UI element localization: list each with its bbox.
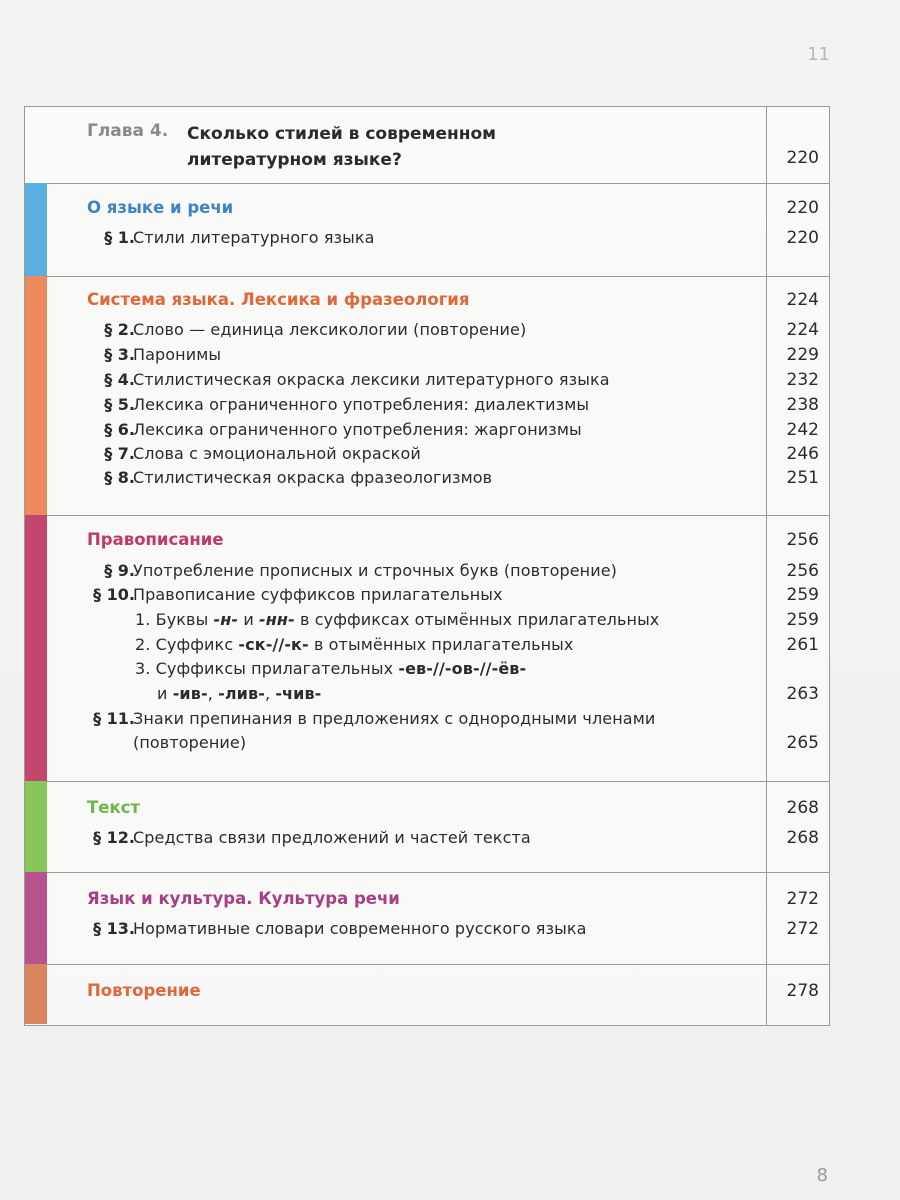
entry-page: 229 <box>786 345 819 365</box>
entry-page: 220 <box>786 228 819 248</box>
toc-entry <box>25 825 831 851</box>
entry-page: 238 <box>786 395 819 415</box>
entry-page: 265 <box>786 733 819 753</box>
section-heading-text: Текст <box>87 798 140 817</box>
entry-title: Средства связи предложений и частей текста <box>133 828 531 847</box>
entry-title: Правописание суффиксов прилагательных <box>133 585 503 604</box>
section-heading-page: 256 <box>786 530 819 550</box>
toc-entry <box>25 582 831 608</box>
section-heading-language-speech: О языке и речи <box>87 198 234 217</box>
entry-title: Паронимы <box>133 345 222 364</box>
section-heading-row <box>25 978 831 1004</box>
entry-title: Слово — единица лексикологии (повторение) <box>133 320 527 339</box>
entry-title-continued: (повторение) <box>133 733 247 752</box>
section-heading-page: 272 <box>786 889 819 909</box>
subentry-title: 1. Буквы -н- и -нн- в суффиксах отымённых прилагательных <box>135 610 660 629</box>
section-divider <box>25 276 829 277</box>
entry-page: 246 <box>786 444 819 464</box>
entry-number: § 11. <box>93 709 135 728</box>
entry-number: § 7. <box>104 444 135 463</box>
toc-entry <box>25 730 831 756</box>
toc-entry <box>25 392 831 418</box>
page-number: 8 <box>816 1165 828 1186</box>
top-page-number: 11 <box>807 44 830 65</box>
entry-title: Нормативные словари современного русского языка <box>133 919 587 938</box>
entry-number: § 9. <box>104 561 135 580</box>
section-heading-lexicon: Система языка. Лексика и фразеология <box>87 290 470 309</box>
entry-page: 263 <box>786 684 819 704</box>
section-heading-review: Повторение <box>87 981 201 1000</box>
toc-entry <box>25 465 831 491</box>
table-of-contents <box>24 106 830 1026</box>
entry-title: Лексика ограниченного употребления: жаргонизмы <box>133 420 582 439</box>
entry-number: § 12. <box>93 828 135 847</box>
section-heading-page: 278 <box>786 981 819 1001</box>
section-heading-row <box>25 795 831 821</box>
chapter-title-line2: литературном языке? <box>187 150 402 170</box>
section-divider <box>25 964 829 965</box>
entry-page: 268 <box>786 828 819 848</box>
subentry-title: и -ив-, -лив-, -чив- <box>157 684 322 703</box>
toc-entry <box>25 317 831 343</box>
entry-title: Стилистическая окраска лексики литературного языка <box>133 370 610 389</box>
chapter-label: Глава 4. <box>87 121 169 141</box>
section-divider <box>25 781 829 782</box>
subentry-title: 2. Суффикс -ск-//-к- в отымённых прилагательных <box>135 635 574 654</box>
chapter-page-row <box>25 145 831 171</box>
section-heading-page: 224 <box>786 290 819 310</box>
entry-number: § 3. <box>104 345 135 364</box>
entry-number: § 1. <box>104 228 135 247</box>
toc-entry <box>25 367 831 393</box>
toc-subentry <box>25 656 831 682</box>
entry-page: 261 <box>786 635 819 655</box>
section-heading-spelling: Правописание <box>87 530 224 549</box>
entry-title: Слова с эмоциональной окраской <box>133 444 421 463</box>
section-divider <box>25 515 829 516</box>
entry-page: 272 <box>786 919 819 939</box>
toc-entry <box>25 441 831 467</box>
toc-subentry <box>25 607 831 633</box>
entry-number: § 4. <box>104 370 135 389</box>
toc-subentry <box>25 681 831 707</box>
entry-title: Знаки препинания в предложениях с однородными членами <box>133 709 656 728</box>
subentry-title: 3. Суффиксы прилагательных -ев-//-ов-//-ёв- <box>135 659 527 678</box>
toc-entry <box>25 706 831 732</box>
section-heading-row <box>25 527 831 553</box>
entry-title: Употребление прописных и строчных букв (повторение) <box>133 561 617 580</box>
entry-number: § 6. <box>104 420 135 439</box>
section-heading-row <box>25 886 831 912</box>
entry-number: § 5. <box>104 395 135 414</box>
entry-page: 259 <box>786 610 819 630</box>
entry-number: § 2. <box>104 320 135 339</box>
entry-page: 232 <box>786 370 819 390</box>
entry-page: 224 <box>786 320 819 340</box>
toc-entry <box>25 342 831 368</box>
entry-title: Лексика ограниченного употребления: диалектизмы <box>133 395 590 414</box>
entry-number: § 8. <box>104 468 135 487</box>
section-heading-culture: Язык и культура. Культура речи <box>87 889 400 908</box>
toc-entry <box>25 417 831 443</box>
section-heading-page: 220 <box>786 198 819 218</box>
chapter-title-line1: Сколько стилей в современном <box>187 124 497 144</box>
entry-page: 242 <box>786 420 819 440</box>
section-divider <box>25 872 829 873</box>
entry-title: Стилистическая окраска фразеологизмов <box>133 468 493 487</box>
entry-title: Стили литературного языка <box>133 228 375 247</box>
section-heading-row <box>25 195 831 221</box>
section-divider <box>25 183 829 184</box>
chapter-page: 220 <box>786 148 819 168</box>
section-heading-row <box>25 287 831 313</box>
toc-entry <box>25 225 831 251</box>
toc-entry <box>25 916 831 942</box>
entry-page: 251 <box>786 468 819 488</box>
entry-page: 256 <box>786 561 819 581</box>
entry-page: 259 <box>786 585 819 605</box>
toc-subentry <box>25 632 831 658</box>
entry-number: § 10. <box>93 585 135 604</box>
chapter-header <box>25 107 829 183</box>
section-heading-page: 268 <box>786 798 819 818</box>
entry-number: § 13. <box>93 919 135 938</box>
toc-entry <box>25 558 831 584</box>
